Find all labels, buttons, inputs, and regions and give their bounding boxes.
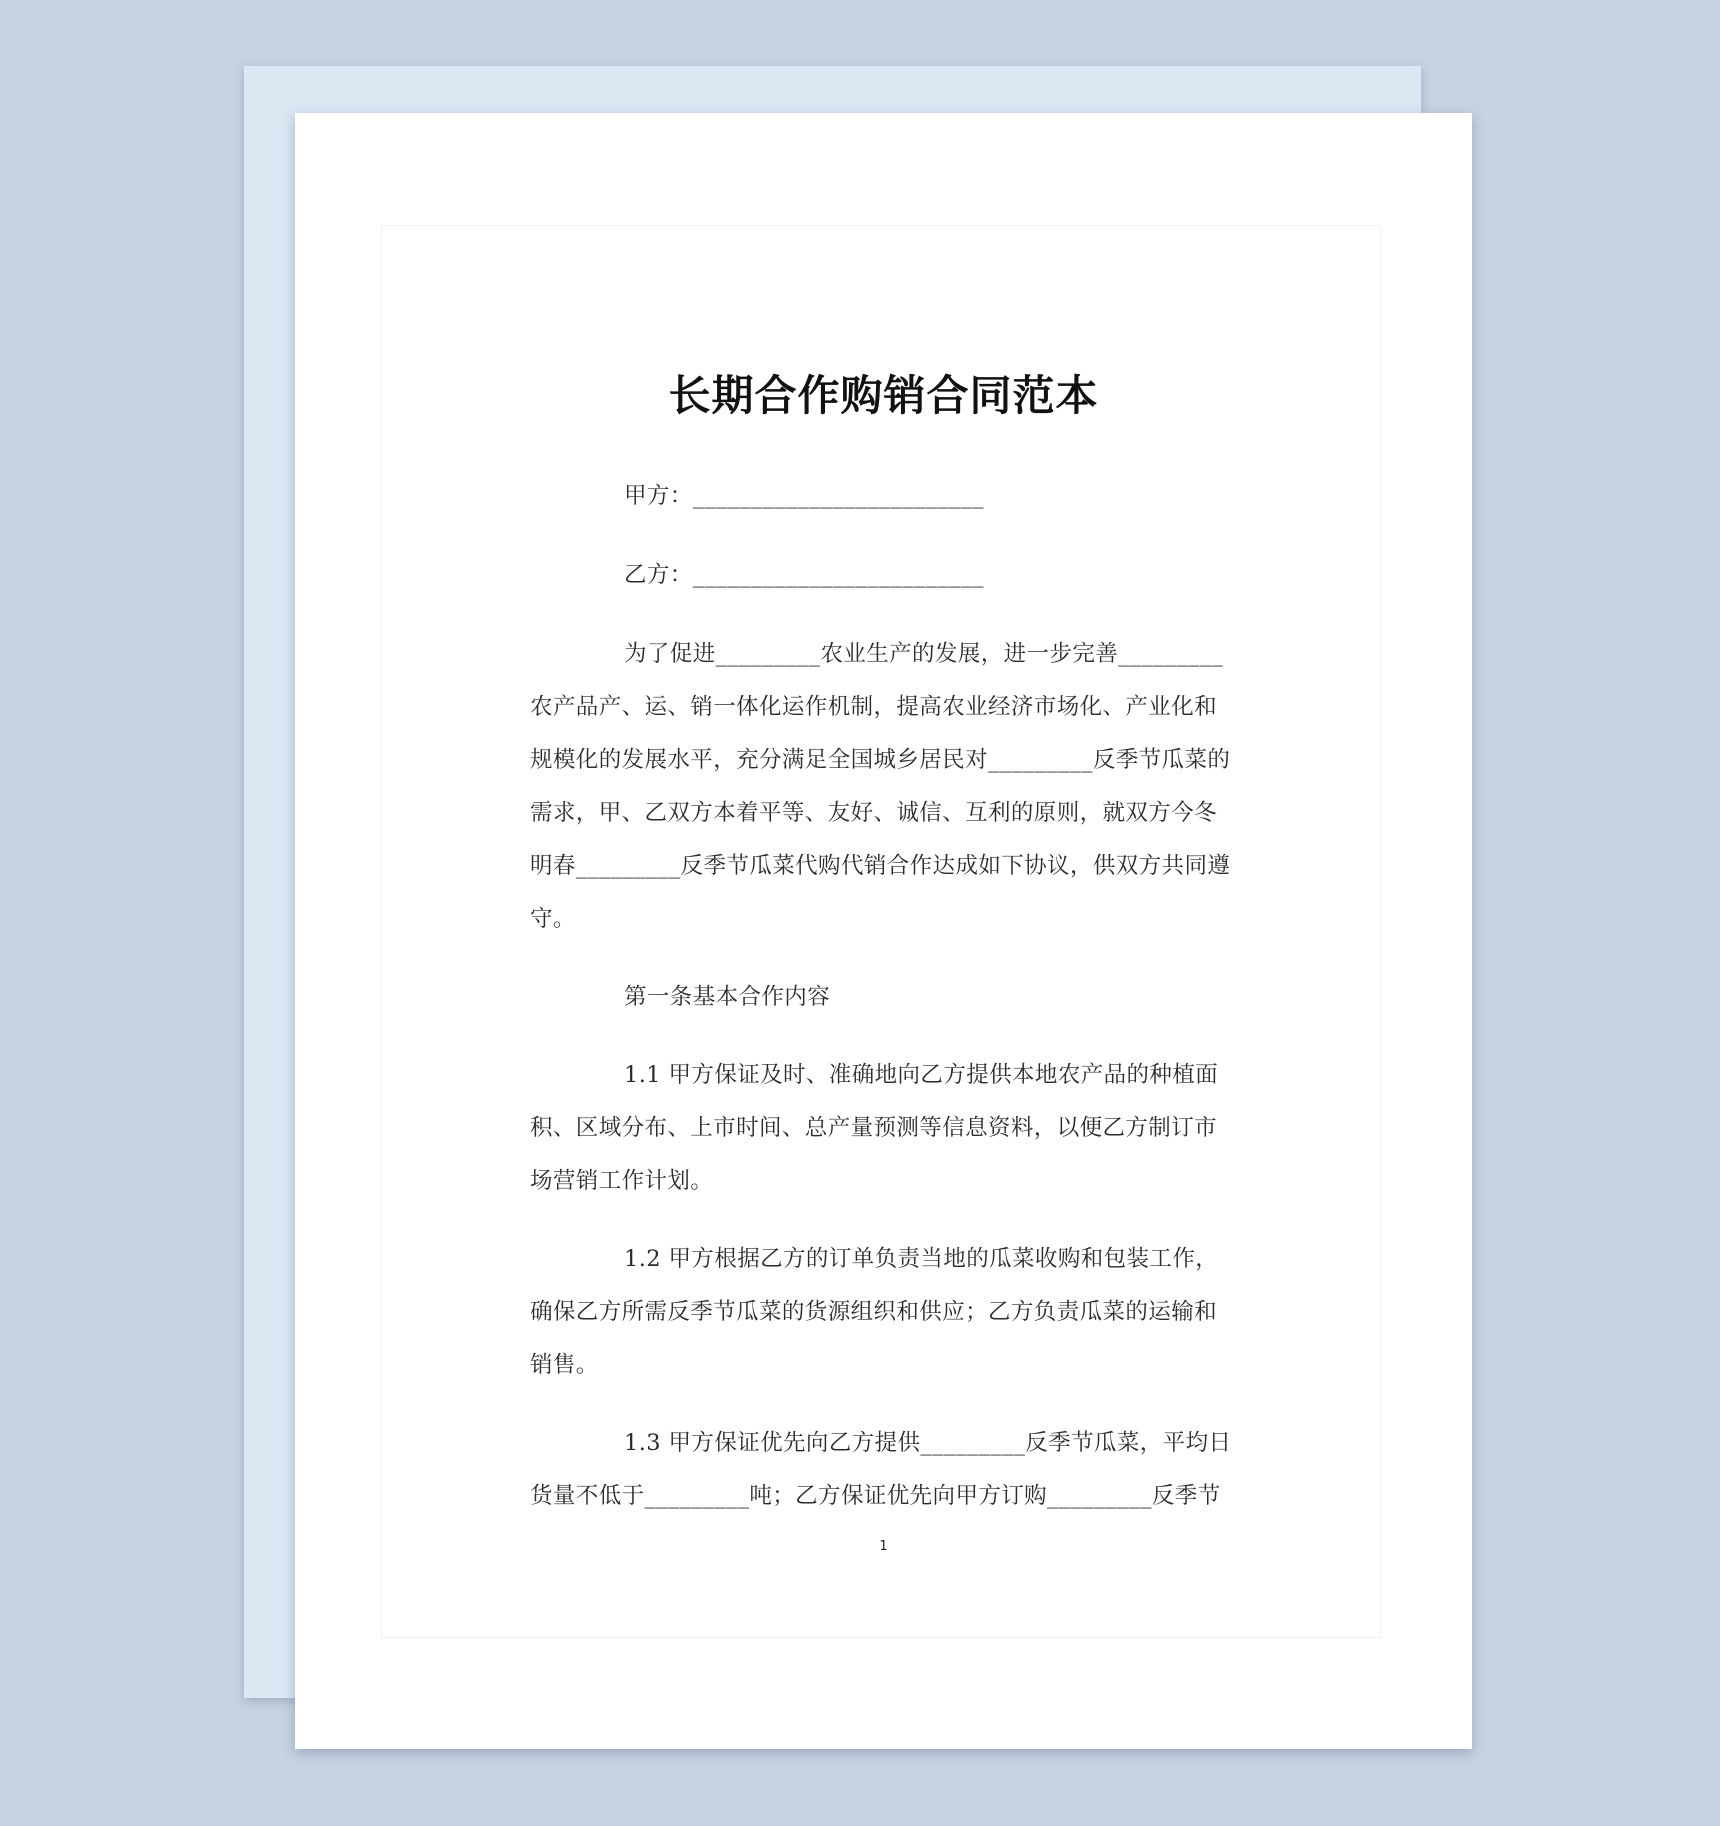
clause-line: 场营销工作计划。: [530, 1168, 714, 1194]
clause-line: 货量不低于_________吨；乙方保证优先向甲方订购_________反季节: [530, 1483, 1221, 1509]
clause-line: 1.1 甲方保证及时、准确地向乙方提供本地农产品的种植面: [624, 1062, 1219, 1088]
page-number: 1: [879, 1539, 888, 1554]
paragraph-line: 守。: [530, 906, 576, 932]
paragraph-line: 明春_________反季节瓜菜代购代销合作达成如下协议，供双方共同遵: [530, 853, 1231, 879]
party-a-line: 甲方：_________________________: [624, 483, 984, 509]
party-b-line: 乙方：_________________________: [624, 562, 984, 588]
paragraph-line: 为了促进_________农业生产的发展，进一步完善_________: [624, 641, 1224, 667]
clause-line: 销售。: [530, 1352, 599, 1378]
clause-line: 积、区域分布、上市时间、总产量预测等信息资料，以便乙方制订市: [530, 1115, 1218, 1141]
paragraph-line: 需求，甲、乙双方本着平等、友好、诚信、互利的原则，就双方今冬: [530, 800, 1218, 826]
clause-line: 确保乙方所需反季节瓜菜的货源组织和供应；乙方负责瓜菜的运输和: [530, 1299, 1218, 1325]
paragraph-line: 农产品产、运、销一体化运作机制，提高农业经济市场化、产业化和: [530, 694, 1218, 720]
clause-line: 1.3 甲方保证优先向乙方提供_________反季节瓜菜，平均日: [624, 1430, 1232, 1456]
document-page: [295, 113, 1472, 1749]
paragraph-line: 规模化的发展水平，充分满足全国城乡居民对_________反季节瓜菜的: [530, 747, 1231, 773]
clause-line: 1.2 甲方根据乙方的订单负责当地的瓜菜收购和包装工作，: [624, 1246, 1219, 1272]
document-title: 长期合作购销合同范本: [668, 371, 1099, 420]
article-heading: 第一条基本合作内容: [624, 984, 831, 1010]
